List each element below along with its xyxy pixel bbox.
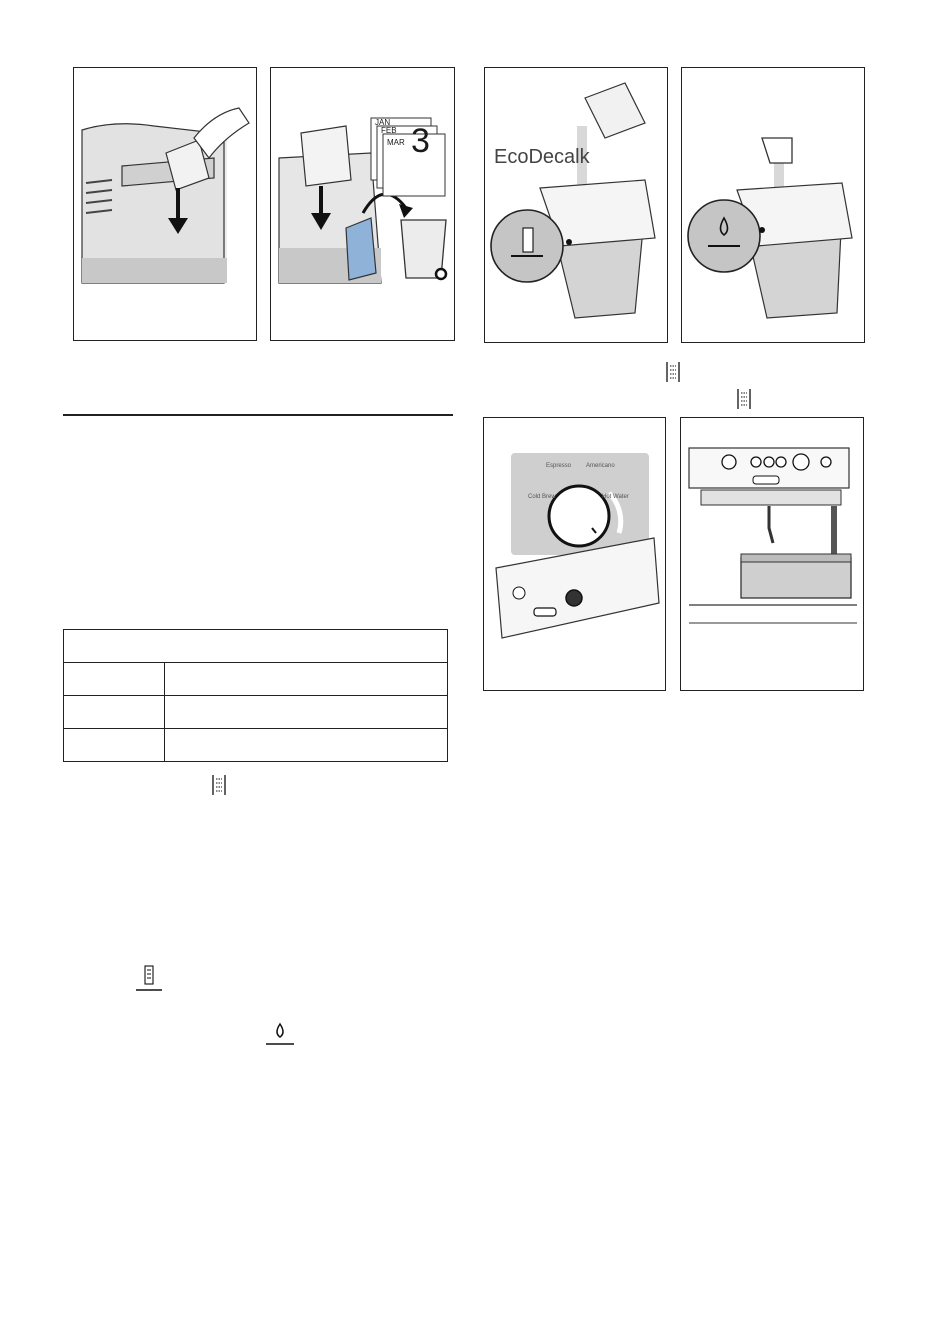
illustration-panel-descaler-pour [484, 67, 668, 343]
illustration-panel-dial [483, 417, 666, 691]
table-row [64, 663, 448, 696]
dial-label-espresso: Espresso [546, 463, 572, 469]
descale-icon [736, 388, 752, 410]
info-table [63, 629, 448, 762]
calendar-month-feb: FEB [381, 126, 397, 135]
descale-icon [665, 361, 681, 383]
descale-icon [211, 774, 227, 796]
table-row [64, 729, 448, 762]
illustration-panel-filter-replace [270, 67, 455, 341]
illustration-panel-filter-insert [73, 67, 257, 341]
calendar-month-mar: MAR [387, 138, 405, 147]
ecodecalk-label: EcoDecalk [494, 146, 590, 168]
dial-label-hot-water: Hot Water [602, 494, 629, 500]
calendar-big-number: 3 [411, 122, 430, 160]
calendar-month-jan: JAN [375, 118, 391, 127]
descale-level-icon [134, 964, 164, 992]
illustration-panel-water-rinse [681, 67, 865, 343]
water-drop-icon [264, 1022, 296, 1046]
table-row [64, 696, 448, 729]
illustration-panel-front-container [680, 417, 864, 691]
section-divider [63, 414, 453, 416]
table-header-cell [64, 630, 448, 663]
dial-label-americano: Americano [586, 463, 615, 469]
dial-label-cold-brew: Cold Brew [528, 494, 556, 500]
